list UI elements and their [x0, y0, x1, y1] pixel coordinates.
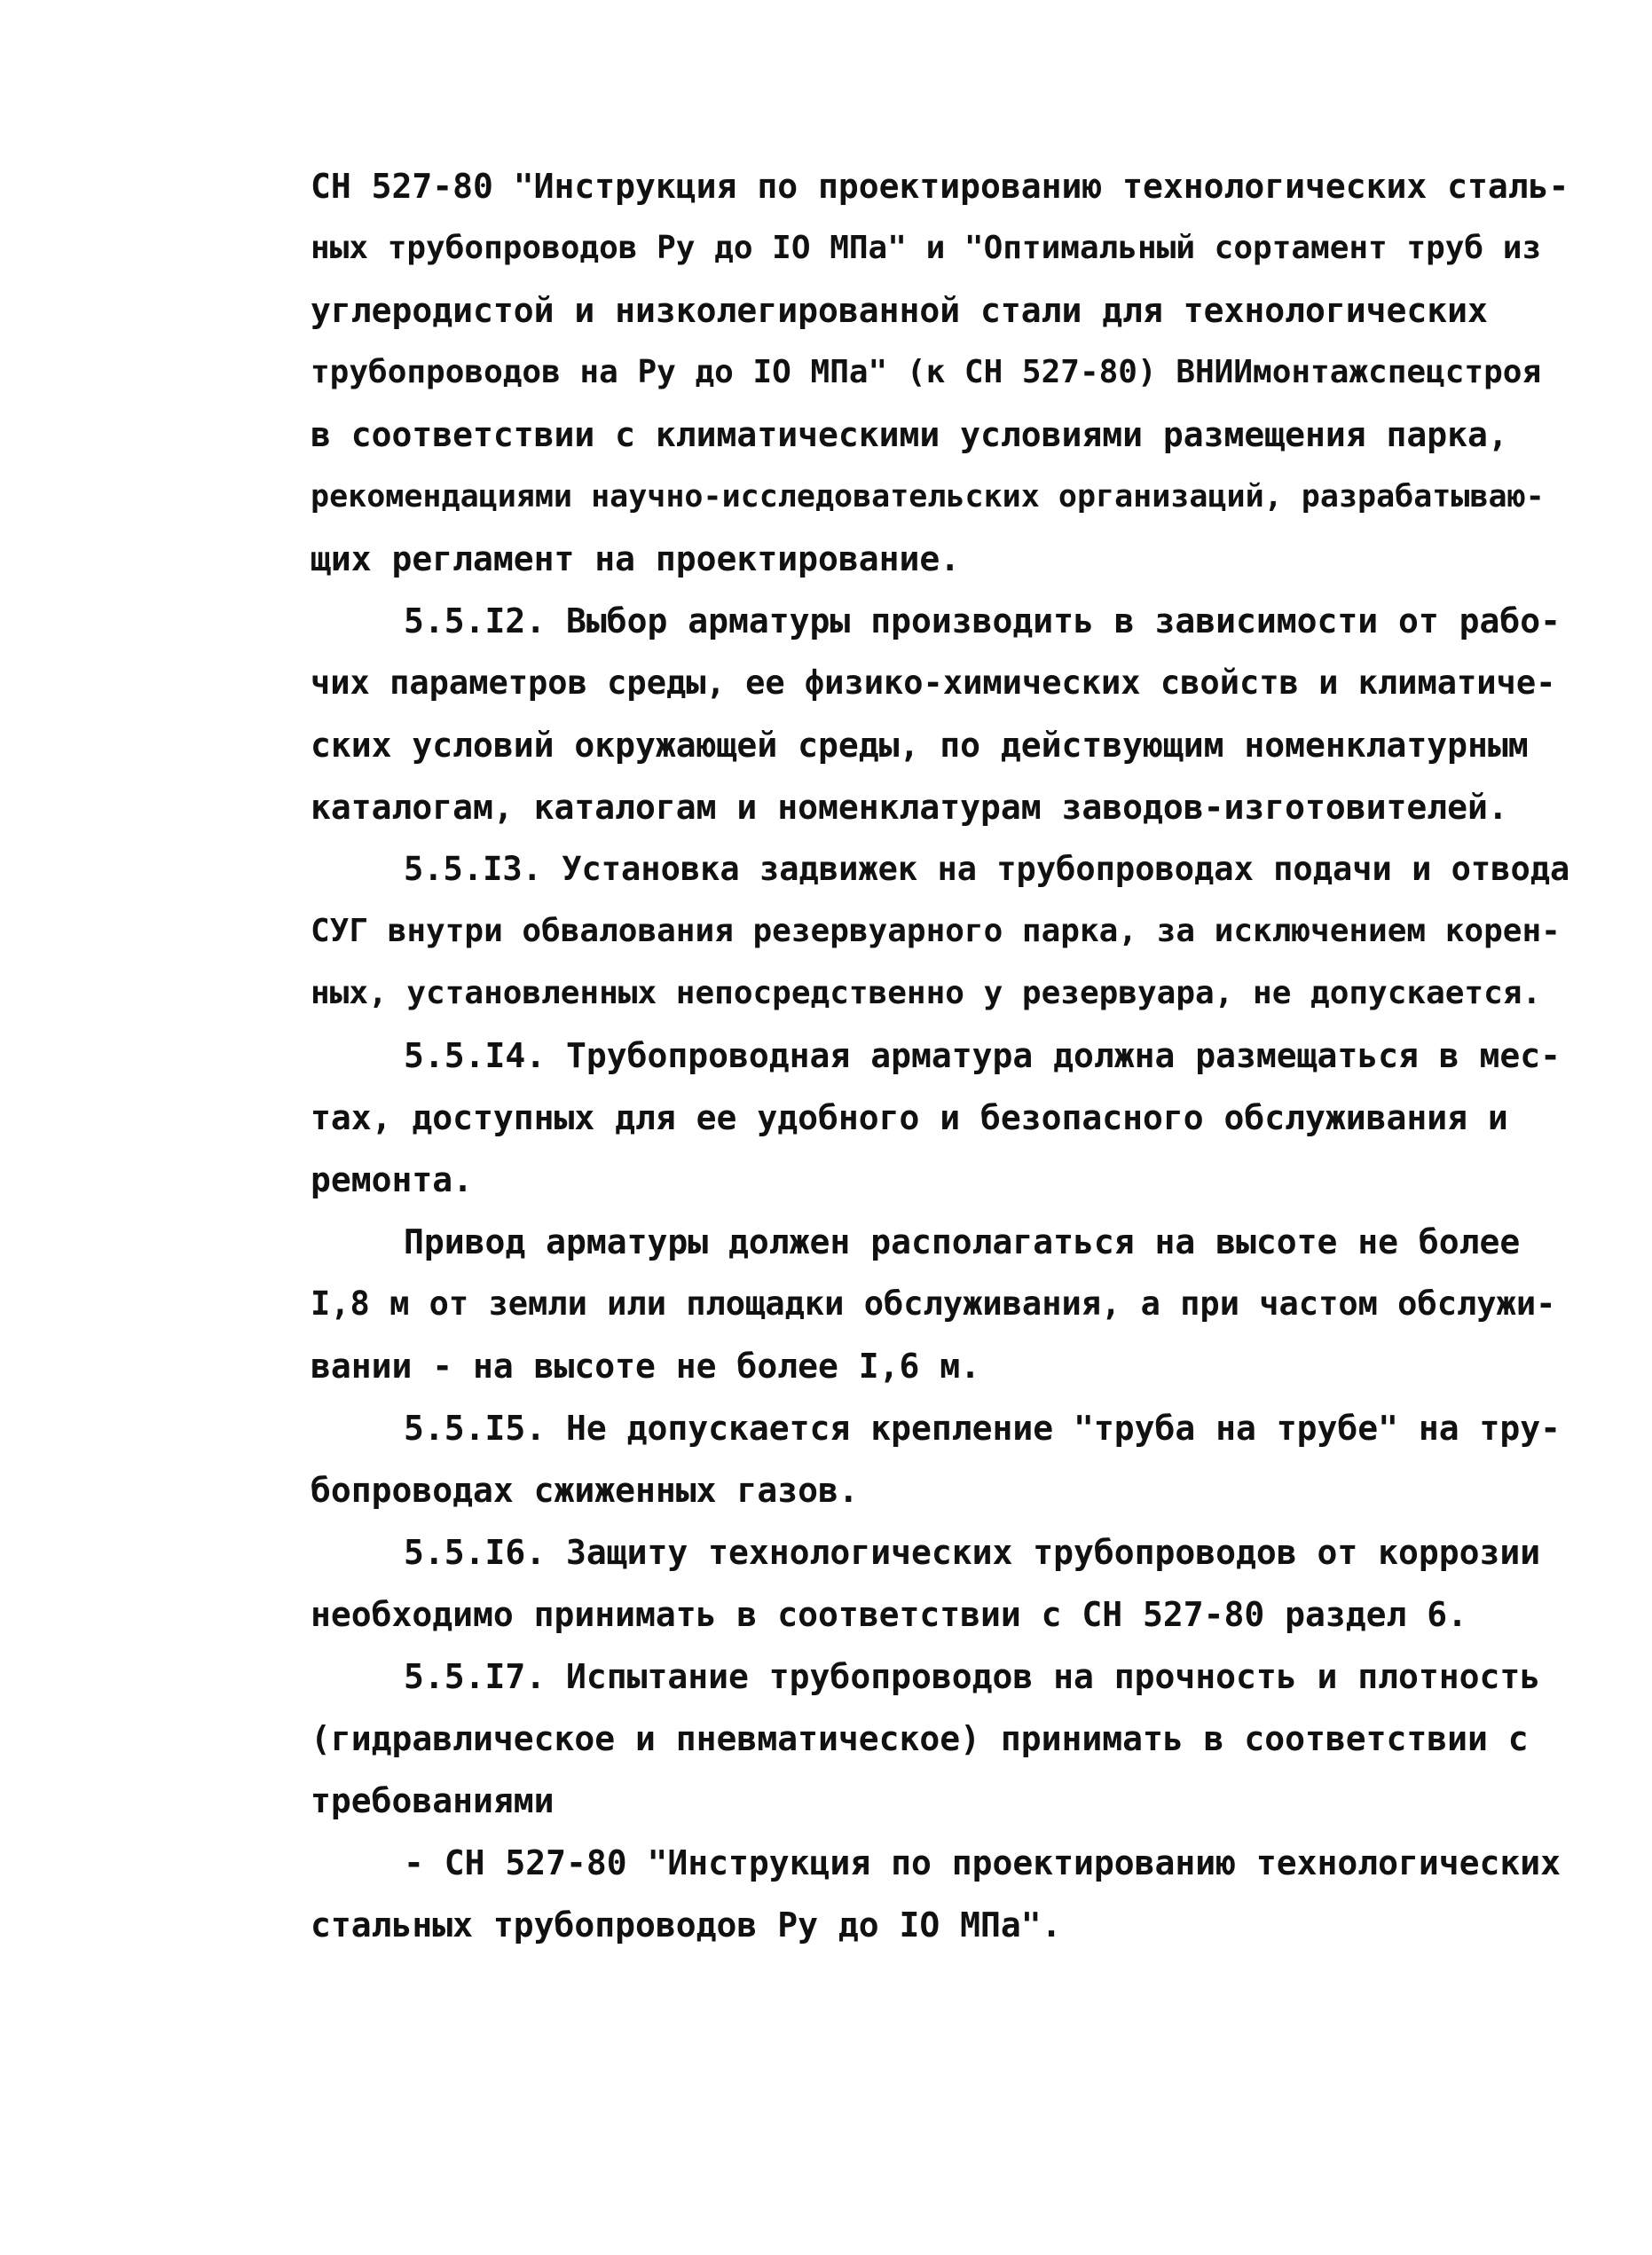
text-line: 5.5.I4. Трубопроводная арматура должна размещаться в мес-	[404, 1036, 1562, 1075]
text-line: ных, установленных непосредственно у резервуара, не допускается.	[311, 975, 1542, 1011]
text-line: СУГ внутри обвалования резервуарного парка, за исключением корен-	[311, 913, 1561, 949]
text-line: щих регламент на проектирование.	[311, 539, 961, 578]
text-line: чих параметров среды, ее физико-химических свойств и климатиче-	[311, 664, 1556, 702]
text-line: ных трубопроводов Ру до IO МПа" и "Оптимальный сортамент труб из	[311, 230, 1542, 266]
text-line: требованиями	[311, 1781, 555, 1820]
text-line: каталогам, каталогам и номенклатурам заводов-изготовителей.	[311, 788, 1508, 827]
text-line: трубопроводов на Ру до IO МПа" (к СН 527-80) ВНИИмонтажспецстроя	[311, 354, 1542, 390]
text-line: необходимо принимать в соответствии с СН 527-80 раздел 6.	[311, 1595, 1468, 1634]
text-line: 5.5.I3. Установка задвижек на трубопроводах подачи и отвода	[404, 850, 1570, 888]
text-line: 5.5.I7. Испытание трубопроводов на прочность и плотность	[404, 1657, 1541, 1696]
text-line: ских условий окружающей среды, по действующим номенклатурным	[311, 726, 1529, 765]
text-line: бопроводах сжиженных газов.	[311, 1471, 859, 1510]
text-line: (гидравлическое и пневматическое) принимать в соответствии с	[311, 1719, 1529, 1758]
text-line: - СН 527-80 "Инструкция по проектированию технологических	[404, 1843, 1562, 1882]
text-line: рекомендациями научно-исследовательских организаций, разрабатываю-	[311, 479, 1545, 515]
text-line: 5.5.I2. Выбор арматуры производить в зависимости от рабо-	[404, 601, 1562, 640]
text-line: СН 527-80 "Инструкция по проектированию технологических сталь-	[311, 167, 1569, 206]
text-line: Привод арматуры должен располагаться на высоте не более	[404, 1222, 1521, 1261]
text-line: ремонта.	[311, 1160, 474, 1199]
text-line: в соответствии с климатическими условиями размещения парка,	[311, 415, 1508, 454]
text-line: I,8 м от земли или площадки обслуживания, а при частом обслужи-	[311, 1285, 1556, 1323]
text-line: 5.5.I6. Защиту технологических трубопроводов от коррозии	[404, 1533, 1541, 1572]
text-line: 5.5.I5. Не допускается крепление "труба на трубе" на тру-	[404, 1409, 1562, 1448]
text-line: углеродистой и низколегированной стали для технологических	[311, 291, 1488, 330]
text-line: вании - на высоте не более I,6 м.	[311, 1347, 980, 1386]
body-text	[311, 155, 1570, 1956]
text-line: стальных трубопроводов Ру до IO МПа".	[311, 1905, 1062, 1945]
text-line: тах, доступных для ее удобного и безопасного обслуживания и	[311, 1098, 1508, 1137]
